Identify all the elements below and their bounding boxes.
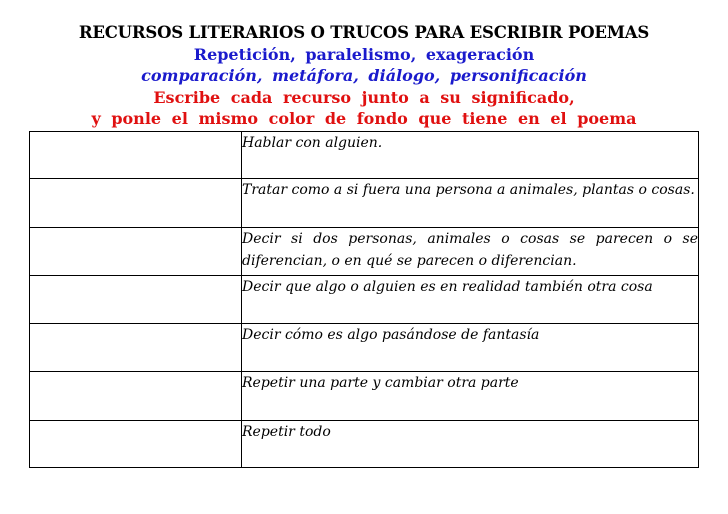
resource-answer-cell[interactable] [30,132,242,179]
resource-answer-cell[interactable] [30,372,242,421]
table-row [30,179,699,228]
resource-answer-cell[interactable] [30,324,242,372]
table-row [30,132,699,179]
resource-answer-cell[interactable] [30,228,242,276]
table-row [30,372,699,421]
meaning-cell: Repetir una parte y cambiar otra parte [242,372,699,421]
worksheet-title: RECURSOS LITERARIOS O TRUCOS PARA ESCRIBIR POEMAS [78,23,650,42]
worksheet-header [0,22,728,130]
meaning-cell: Decir que algo o alguien es en realidad también otra cosa [242,276,699,324]
instruction-line-2: y ponle el mismo color de fondo que tiene en el poema [91,109,637,128]
meaning-cell: Repetir todo [242,421,699,468]
resource-list-line-1: Repetición, paralelismo, exageración [193,44,535,64]
resource-list-line-2: comparación, metáfora, diálogo, personificación [141,66,587,85]
meaning-cell: Decir cómo es algo pasándose de fantasía [242,324,699,372]
meaning-cell: Hablar con alguien. [242,132,699,179]
matching-table [29,131,699,468]
table-row [30,324,699,372]
resource-answer-cell[interactable] [30,421,242,468]
table-row [30,228,699,276]
table-row [30,421,699,468]
meaning-cell: Tratar como a si fuera una persona a animales, plantas o cosas. [242,179,699,228]
meaning-cell: Decir si dos personas, animales o cosas se parecen o se diferencian, o en qué se parecen o diferencian. [242,228,699,276]
table-row [30,276,699,324]
instruction-line-1: Escribe cada recurso junto a su significado, [153,87,575,107]
resource-answer-cell[interactable] [30,276,242,324]
resource-answer-cell[interactable] [30,179,242,228]
